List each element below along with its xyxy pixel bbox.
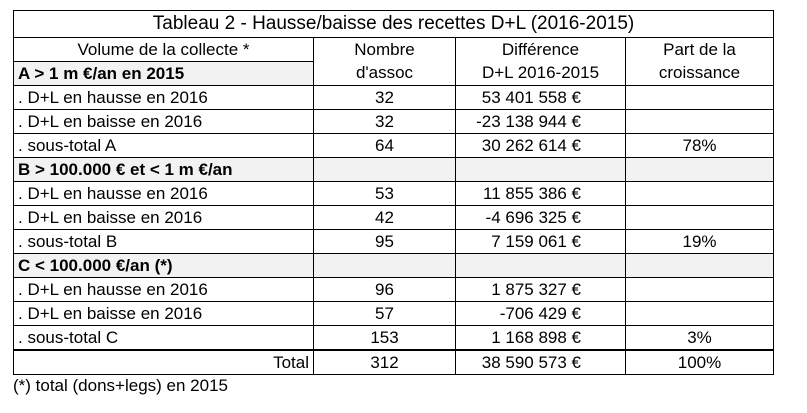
row-diff: 30 262 614 € [456, 134, 626, 158]
row-count: 42 [314, 206, 456, 230]
section-heading-row-c [14, 254, 774, 278]
table-row [14, 206, 774, 230]
row-share [626, 110, 774, 134]
row-diff: -23 138 944 € [456, 110, 626, 134]
row-label: . D+L en hausse en 2016 [14, 278, 314, 302]
section-heading-c-empty-share [626, 254, 774, 278]
row-diff: 11 855 386 € [456, 182, 626, 206]
header-count-line1: Nombre [314, 38, 456, 62]
row-diff: -4 696 325 € [456, 206, 626, 230]
section-heading-b-empty-count [314, 158, 456, 182]
total-count: 312 [314, 350, 456, 375]
row-diff: 53 401 558 € [456, 86, 626, 110]
row-share [626, 206, 774, 230]
row-count: 53 [314, 182, 456, 206]
total-label: Total [14, 350, 314, 375]
row-label: . sous-total A [14, 134, 314, 158]
total-row [14, 350, 774, 375]
footnote: (*) total (dons+legs) en 2015 [13, 376, 228, 395]
table-title-row [14, 11, 774, 38]
row-share [626, 278, 774, 302]
table-row [14, 302, 774, 326]
row-diff: 1 168 898 € [456, 326, 626, 351]
section-heading-c: C < 100.000 €/an (*) [14, 254, 314, 278]
header-volume: Volume de la collecte * [14, 38, 314, 62]
row-label: . D+L en baisse en 2016 [14, 110, 314, 134]
subtotal-row-a [14, 134, 774, 158]
subtotal-row-c [14, 326, 774, 351]
row-label: . D+L en baisse en 2016 [14, 302, 314, 326]
header-diff-line1: Différence [456, 38, 626, 62]
row-label: . D+L en hausse en 2016 [14, 182, 314, 206]
row-diff: 1 875 327 € [456, 278, 626, 302]
row-diff: 7 159 061 € [456, 230, 626, 254]
section-heading-b-empty-share [626, 158, 774, 182]
row-label: . D+L en hausse en 2016 [14, 86, 314, 110]
row-share [626, 86, 774, 110]
table-row [14, 110, 774, 134]
section-heading-c-empty-diff [456, 254, 626, 278]
results-table [13, 10, 774, 375]
table-row [14, 182, 774, 206]
results-table-container [13, 10, 773, 375]
table-row [14, 278, 774, 302]
row-count: 153 [314, 326, 456, 351]
table-row [14, 86, 774, 110]
row-label: . D+L en baisse en 2016 [14, 206, 314, 230]
header-diff-line2: D+L 2016-2015 [456, 62, 626, 86]
row-count: 64 [314, 134, 456, 158]
header-count-line2: d'assoc [314, 62, 456, 86]
row-share: 19% [626, 230, 774, 254]
section-heading-row-b [14, 158, 774, 182]
section-heading-row-a [14, 62, 774, 86]
row-label: . sous-total B [14, 230, 314, 254]
subtotal-row-b [14, 230, 774, 254]
header-row-1 [14, 38, 774, 62]
header-share-line2: croissance [626, 62, 774, 86]
row-count: 95 [314, 230, 456, 254]
row-share: 78% [626, 134, 774, 158]
row-count: 57 [314, 302, 456, 326]
section-heading-a: A > 1 m €/an en 2015 [14, 62, 314, 86]
total-share: 100% [626, 350, 774, 375]
section-heading-c-empty-count [314, 254, 456, 278]
row-label: . sous-total C [14, 326, 314, 351]
table-title: Tableau 2 - Hausse/baisse des recettes D+L (2016-2015) [14, 11, 774, 38]
row-share [626, 302, 774, 326]
section-heading-b-empty-diff [456, 158, 626, 182]
row-share [626, 182, 774, 206]
section-heading-b: B > 100.000 € et < 1 m €/an [14, 158, 314, 182]
row-count: 96 [314, 278, 456, 302]
row-count: 32 [314, 86, 456, 110]
row-diff: -706 429 € [456, 302, 626, 326]
row-count: 32 [314, 110, 456, 134]
header-share-line1: Part de la [626, 38, 774, 62]
total-diff: 38 590 573 € [456, 350, 626, 375]
row-share: 3% [626, 326, 774, 351]
